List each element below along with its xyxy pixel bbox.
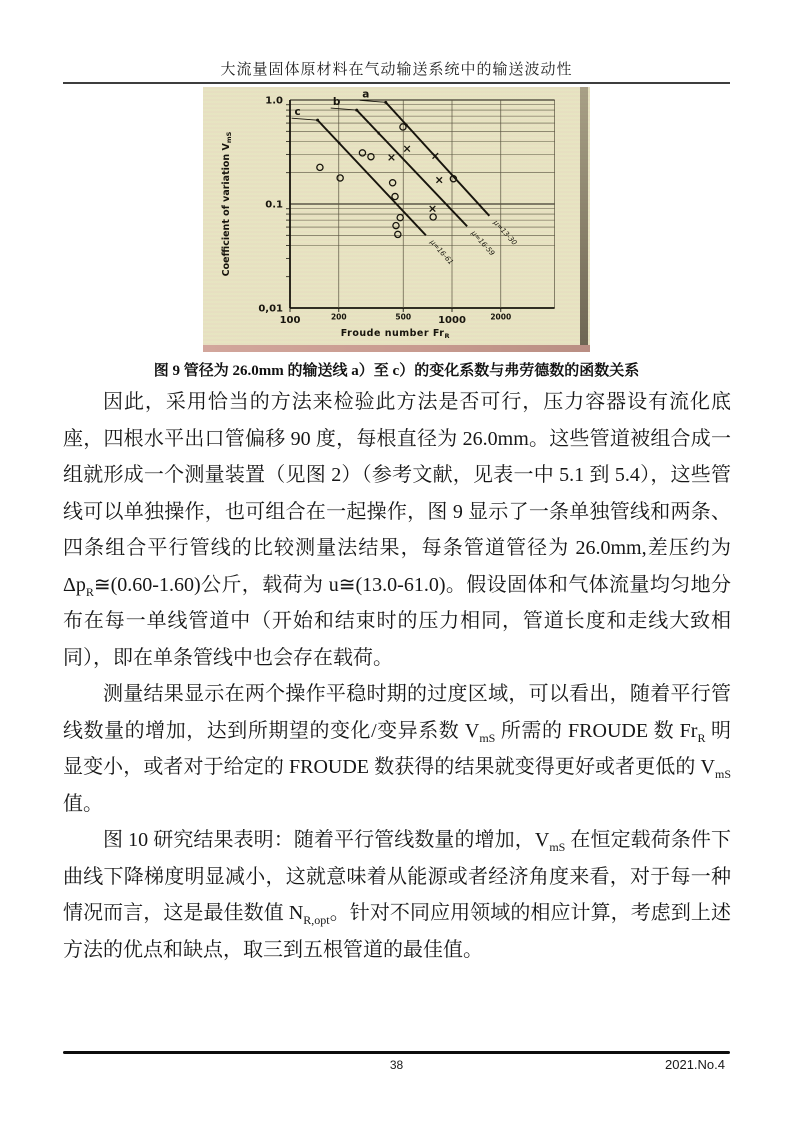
figure-9 (203, 87, 590, 352)
svg-text:500: 500 (395, 312, 412, 322)
subscript-text: R,opt (303, 913, 330, 927)
svg-text:b: b (332, 96, 341, 109)
text-segment: 。针对不同应用领域的相应计算，考虑到上述方法的优点和缺点，取三到五根管道的最佳值。 (63, 902, 732, 961)
subscript-text: mS (479, 730, 496, 745)
text-segment: 因此，采用恰当的方法来检验此方法是否可行，压力容器设有流化底座，四根水平出口管偏移 90 度，每根直径为 26.0mm。这些管道被组合成一组就形成一个测量装置（见图 2）（参考文献，见表一中 5.1 到 5.4），这些管线可以单独操作，也可组合在一起操作，图 9 显示了一条单独管线和两条、四条组合平行管线的比较测量法结果，每条管道管径为 26.0mm,差压约为Δp (63, 391, 731, 596)
svg-text:1000: 1000 (438, 315, 466, 326)
text-segment: 所需的 FROUDE 数 Fr (495, 719, 698, 742)
svg-text:Coefficient of variation VmS: Coefficient of variation $V_{mS}$ (221, 131, 233, 277)
svg-text:Froude number FrR: Froude number $Fr_R$ (340, 328, 450, 340)
figure-caption: 图 9 管径为 26.0mm 的输送线 a）至 c）的变化系数与弗劳德数的函数关系 (153, 363, 640, 379)
paragraph-2 (63, 676, 731, 822)
paragraph-1 (63, 384, 731, 676)
subscript-text: R (697, 730, 706, 745)
svg-text:0.1: 0.1 (265, 199, 283, 211)
paragraph-3 (63, 822, 731, 968)
svg-text:200: 200 (330, 312, 347, 322)
text-segment: 明显变小，或者对于给定的 FROUDE 数获得的结果就变得更好或者更低的 V (63, 719, 732, 778)
svg-text:a: a (362, 88, 370, 101)
text-segment: 图 10 研究结果表明：随着平行管线数量的增加，V (103, 829, 550, 851)
svg-text:μ=16-61: μ=16-61 (428, 238, 455, 267)
svg-text:100: 100 (279, 315, 301, 326)
subscript-text: R (85, 584, 94, 599)
svg-text:μ=16-59: μ=16-59 (469, 229, 497, 258)
footer-rule (63, 1051, 730, 1054)
issue-label: 2021.No.4 (665, 1057, 725, 1072)
body-text (63, 384, 731, 968)
header-rule (63, 82, 730, 84)
figure-scan-shadow-right (580, 87, 588, 352)
svg-text:1.0: 1.0 (265, 95, 283, 107)
text-segment: ≅(0.60-1.60)公斤，载荷为 u≅(13.0-61.0)。假设固体和气体流量均匀地分布在每一单线管道中（开始和结束时的压力相同，管道长度和走线大致相同），即在单条管线中也会存在载荷。 (63, 573, 731, 669)
subscript-text: mS (549, 840, 566, 854)
svg-text:μ=13-30: μ=13-30 (491, 218, 519, 247)
figure-scan-shadow-bottom (203, 345, 590, 352)
text-segment: 在恒定载荷条件下曲线下降梯度明显减小，这就意味着从能源或者经济角度来看，对于每一种情况而言，这是最佳数值 N (63, 829, 732, 924)
figure-9-chart (203, 87, 590, 352)
svg-text:c: c (294, 106, 301, 119)
header-title: 大流量固体原材料在气动输送系统中的输送波动性 (220, 62, 573, 78)
subscript-text: mS (714, 767, 731, 781)
page-number: 38 (389, 1058, 404, 1072)
text-segment: 测量结果显示在两个操作平稳时期的过度区域，可以看出，随着平行管线数量的增加，达到所期望的变化/变异系数 V (63, 683, 731, 742)
text-segment: 值。 (63, 792, 103, 815)
svg-text:2000: 2000 (490, 312, 512, 322)
svg-text:0,01: 0,01 (258, 303, 283, 315)
